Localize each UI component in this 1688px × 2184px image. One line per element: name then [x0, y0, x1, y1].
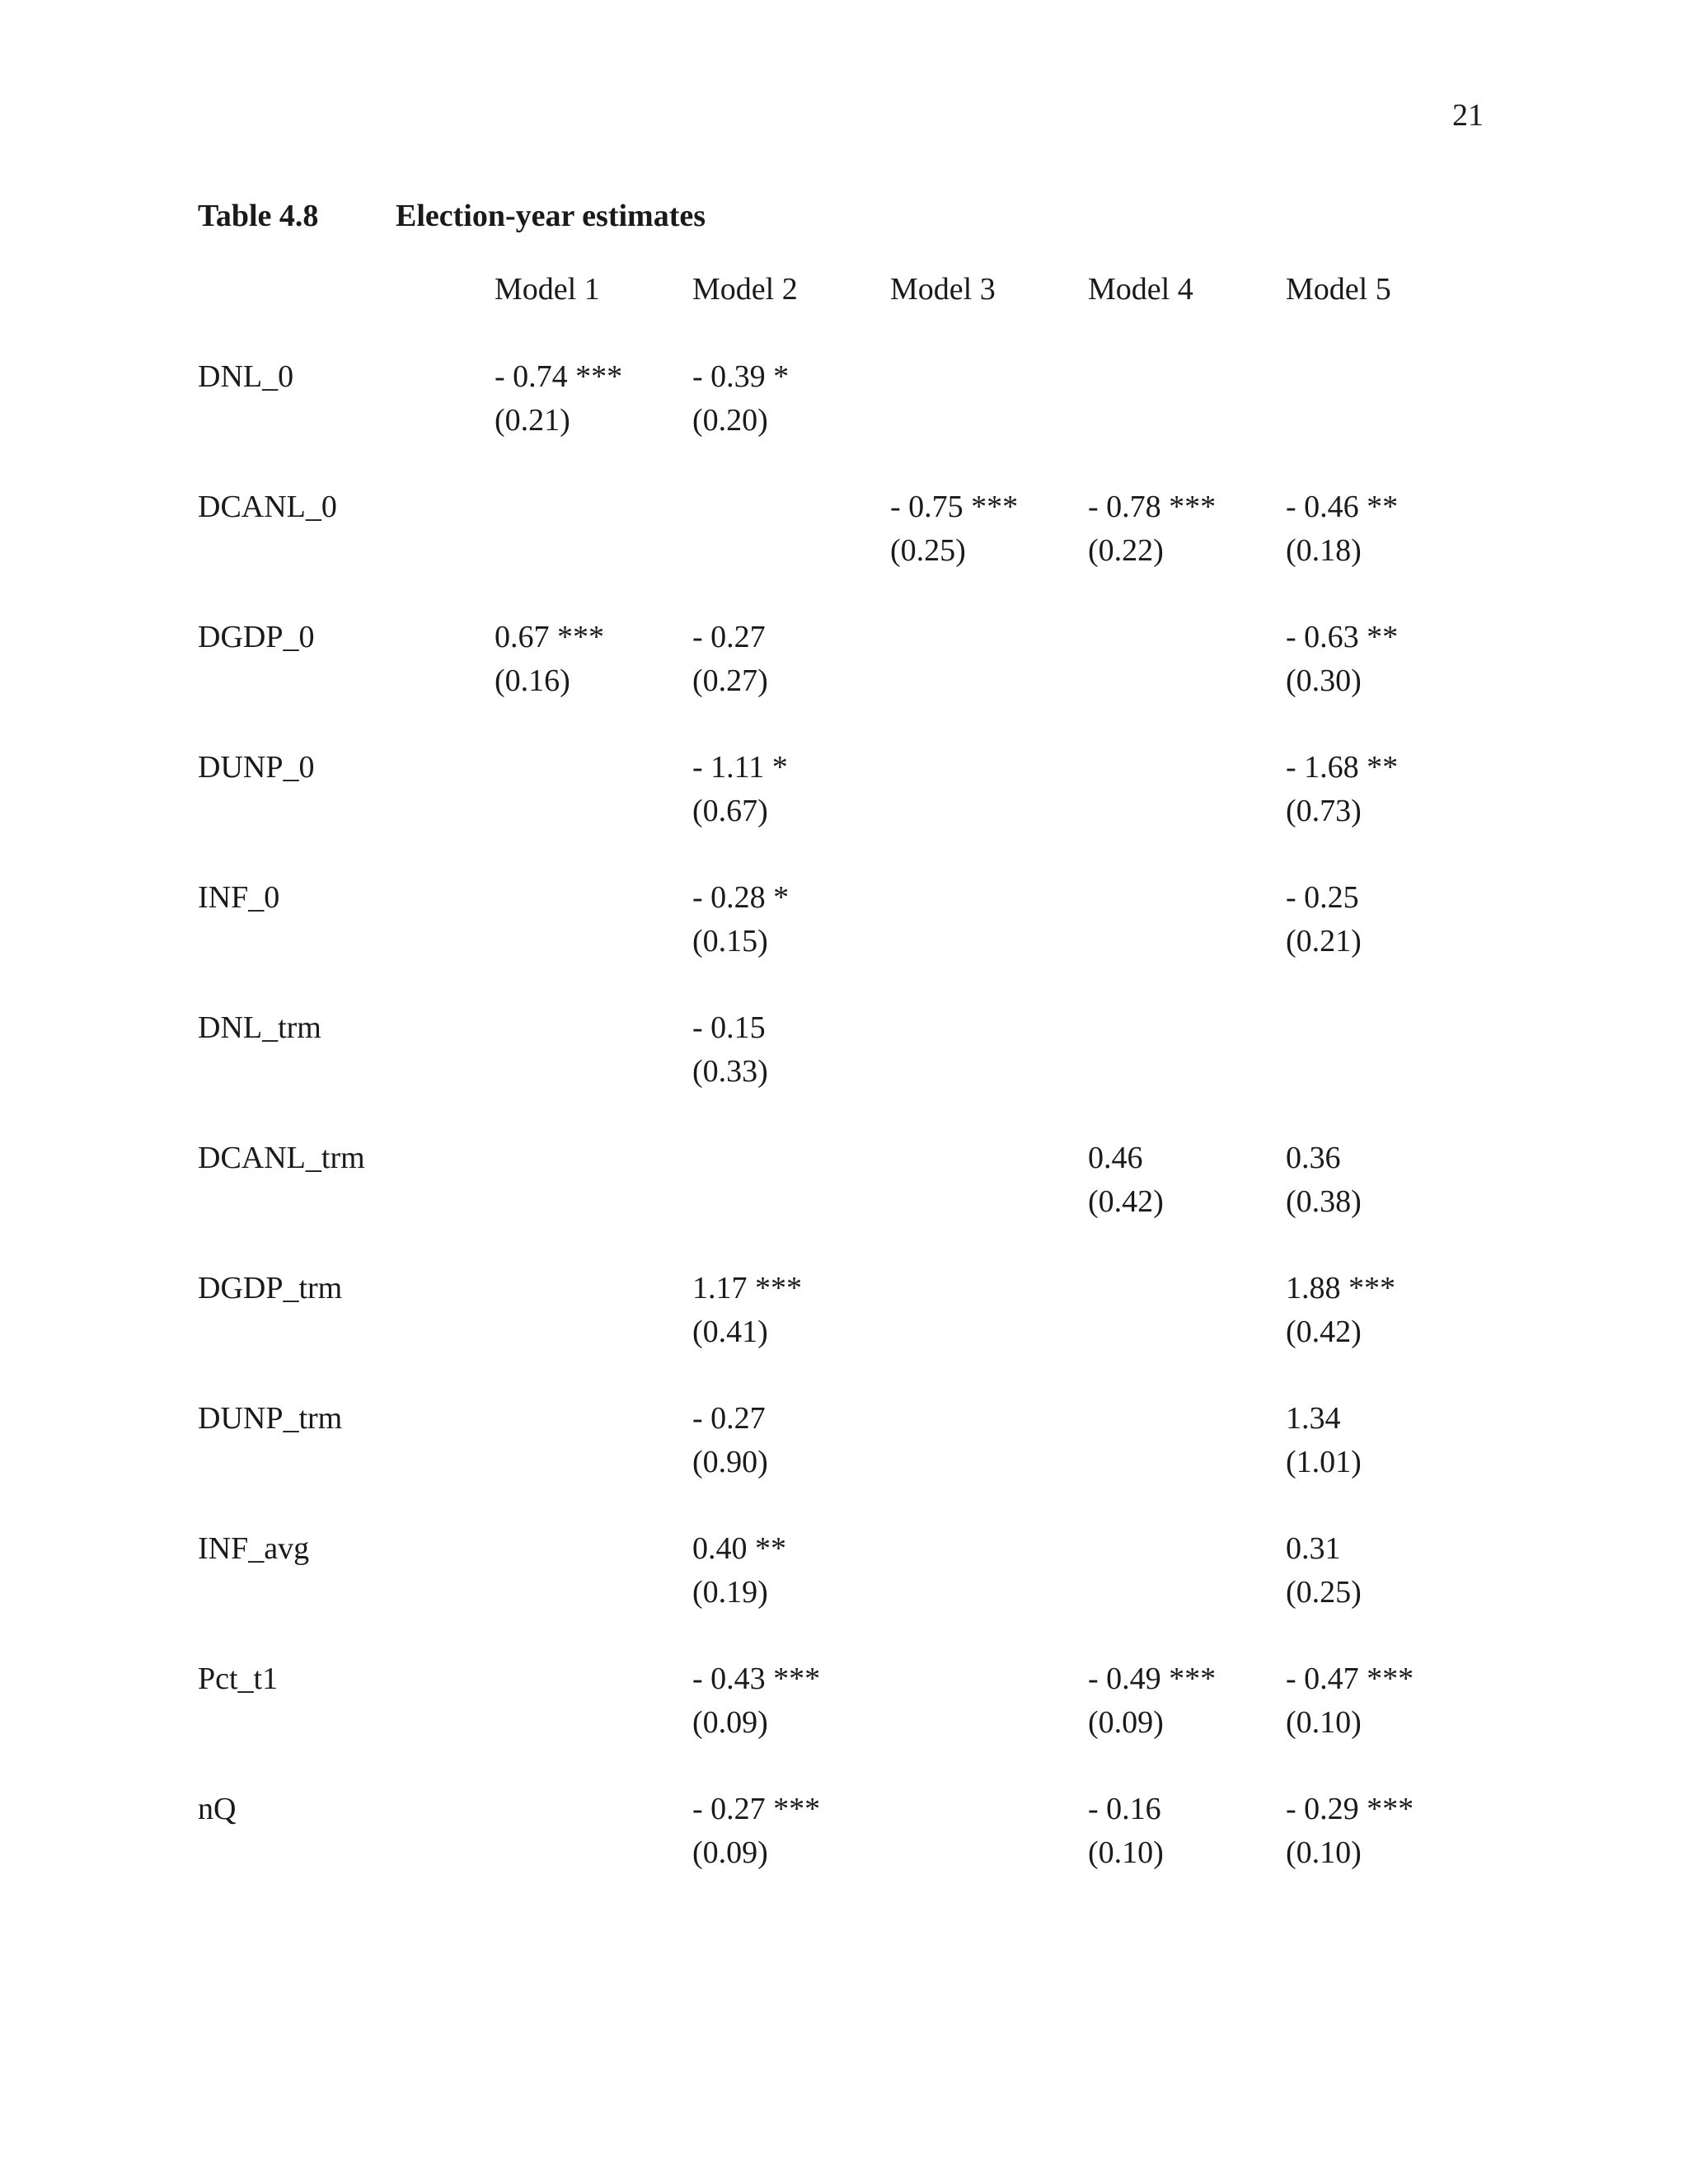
estimate-cell [692, 746, 890, 876]
coefficient: - 1.68 ** [1286, 750, 1399, 785]
table-row [198, 876, 1484, 1006]
coefficient: - 0.25 [1286, 880, 1359, 915]
estimate-cell [1088, 1137, 1286, 1267]
header-model-1: Model 1 [495, 272, 600, 307]
estimate-cell [495, 355, 692, 485]
estimate-cell [495, 876, 692, 1006]
standard-error: (0.10) [1088, 1835, 1164, 1870]
header-variable [198, 268, 495, 355]
estimate-cell [692, 1788, 890, 1918]
table-row [198, 1397, 1484, 1527]
estimate-cell [495, 1267, 692, 1397]
estimate-cell [692, 1137, 890, 1267]
estimate-cell [495, 1137, 692, 1267]
table-caption [198, 198, 706, 234]
estimate-cell [1286, 746, 1484, 876]
estimate-cell [495, 1397, 692, 1527]
table-row [198, 1137, 1484, 1267]
standard-error: (0.27) [692, 663, 768, 698]
estimate-cell [890, 1137, 1088, 1267]
table-row [198, 355, 1484, 485]
variable-name: DGDP_0 [198, 620, 315, 654]
variable-name: nQ [198, 1792, 237, 1826]
coefficient: 0.40 ** [692, 1531, 786, 1566]
table-row [198, 616, 1484, 746]
standard-error: (0.30) [1286, 663, 1362, 698]
estimate-cell [890, 1788, 1088, 1918]
page-number: 21 [1452, 98, 1484, 133]
estimate-cell [692, 485, 890, 616]
header-model-5: Model 5 [1286, 272, 1391, 307]
standard-error: (0.16) [495, 663, 570, 698]
standard-error: (0.22) [1088, 533, 1164, 568]
standard-error: (0.21) [495, 403, 570, 438]
variable-name: DNL_trm [198, 1010, 321, 1045]
table-label: Table 4.8 [198, 199, 319, 233]
table-row [198, 1788, 1484, 1918]
header-model-3: Model 3 [890, 272, 996, 307]
estimate-cell [890, 1006, 1088, 1137]
estimate-cell [692, 616, 890, 746]
standard-error: (0.10) [1286, 1835, 1362, 1870]
coefficient: 1.34 [1286, 1401, 1341, 1436]
estimate-cell [1286, 355, 1484, 485]
standard-error: (0.25) [1286, 1575, 1362, 1610]
table-row [198, 485, 1484, 616]
standard-error: (0.21) [1286, 924, 1362, 958]
table-title: Election-year estimates [396, 199, 706, 233]
coefficient: - 0.28 * [692, 880, 790, 915]
standard-error: (0.90) [692, 1445, 768, 1479]
estimate-cell [1286, 1267, 1484, 1397]
estimate-cell [692, 876, 890, 1006]
estimate-cell [1088, 1397, 1286, 1527]
estimate-cell [495, 485, 692, 616]
estimate-cell [1088, 616, 1286, 746]
coefficient: - 0.29 *** [1286, 1792, 1414, 1826]
estimate-cell [890, 1397, 1088, 1527]
estimate-cell [1088, 1006, 1286, 1137]
estimate-cell [692, 1397, 890, 1527]
estimate-cell [1286, 1006, 1484, 1137]
table-row [198, 746, 1484, 876]
standard-error: (0.42) [1088, 1184, 1164, 1219]
estimate-cell [1088, 485, 1286, 616]
estimate-cell [890, 355, 1088, 485]
coefficient: - 0.46 ** [1286, 490, 1399, 524]
coefficient: 0.67 *** [495, 620, 604, 654]
standard-error: (1.01) [1286, 1445, 1362, 1479]
standard-error: (0.33) [692, 1054, 768, 1089]
estimate-cell [1286, 1788, 1484, 1918]
variable-name: DGDP_trm [198, 1271, 343, 1305]
estimate-cell [890, 1657, 1088, 1788]
regression-table [198, 268, 1484, 1918]
estimate-cell [1088, 1788, 1286, 1918]
estimate-cell [890, 876, 1088, 1006]
estimate-cell [890, 1267, 1088, 1397]
estimate-cell [495, 1006, 692, 1137]
estimate-cell [692, 1267, 890, 1397]
table-row [198, 1657, 1484, 1788]
variable-name: DNL_0 [198, 359, 294, 394]
variable-name: DUNP_0 [198, 750, 315, 785]
estimate-cell [692, 1657, 890, 1788]
estimate-cell [890, 616, 1088, 746]
estimate-cell [890, 485, 1088, 616]
variable-name: Pct_t1 [198, 1661, 279, 1696]
estimate-cell [1286, 485, 1484, 616]
coefficient: - 0.16 [1088, 1792, 1161, 1826]
variable-name: INF_0 [198, 880, 280, 915]
standard-error: (0.41) [692, 1315, 768, 1349]
table-row [198, 1006, 1484, 1137]
coefficient: - 0.27 [692, 620, 766, 654]
coefficient: - 0.15 [692, 1010, 766, 1045]
standard-error: (0.10) [1286, 1705, 1362, 1740]
coefficient: - 0.63 ** [1286, 620, 1399, 654]
estimate-cell [495, 1527, 692, 1657]
estimate-cell [890, 1527, 1088, 1657]
coefficient: - 0.43 *** [692, 1661, 821, 1696]
variable-name: INF_avg [198, 1531, 310, 1566]
coefficient: 0.31 [1286, 1531, 1341, 1566]
estimate-cell [1088, 1527, 1286, 1657]
standard-error: (0.15) [692, 924, 768, 958]
estimate-cell [495, 616, 692, 746]
estimate-cell [1286, 1397, 1484, 1527]
standard-error: (0.73) [1286, 794, 1362, 828]
estimate-cell [495, 746, 692, 876]
coefficient: - 0.39 * [692, 359, 790, 394]
variable-name: DCANL_0 [198, 490, 337, 524]
header-row [198, 268, 1484, 355]
coefficient: - 0.75 *** [890, 490, 1019, 524]
standard-error: (0.67) [692, 794, 768, 828]
coefficient: 0.46 [1088, 1141, 1143, 1175]
coefficient: 1.17 *** [692, 1271, 802, 1305]
standard-error: (0.20) [692, 403, 768, 438]
estimate-cell [1088, 1267, 1286, 1397]
coefficient: - 0.49 *** [1088, 1661, 1217, 1696]
estimate-cell [692, 1006, 890, 1137]
coefficient: 1.88 *** [1286, 1271, 1395, 1305]
variable-name: DUNP_trm [198, 1401, 343, 1436]
estimate-cell [1088, 746, 1286, 876]
header-model-2: Model 2 [692, 272, 798, 307]
standard-error: (0.09) [692, 1705, 768, 1740]
standard-error: (0.09) [1088, 1705, 1164, 1740]
standard-error: (0.09) [692, 1835, 768, 1870]
coefficient: - 0.27 [692, 1401, 766, 1436]
estimate-cell [1286, 616, 1484, 746]
coefficient: - 0.27 *** [692, 1792, 821, 1826]
coefficient: - 0.47 *** [1286, 1661, 1414, 1696]
estimate-cell [1286, 1657, 1484, 1788]
table-row [198, 1527, 1484, 1657]
estimate-cell [495, 1788, 692, 1918]
estimate-cell [890, 746, 1088, 876]
estimate-cell [692, 355, 890, 485]
standard-error: (0.18) [1286, 533, 1362, 568]
table-body [198, 355, 1484, 1918]
standard-error: (0.19) [692, 1575, 768, 1610]
coefficient: 0.36 [1286, 1141, 1341, 1175]
estimate-cell [692, 1527, 890, 1657]
estimate-cell [495, 1657, 692, 1788]
standard-error: (0.25) [890, 533, 966, 568]
estimate-cell [1088, 1657, 1286, 1788]
standard-error: (0.38) [1286, 1184, 1362, 1219]
estimate-cell [1088, 355, 1286, 485]
table-row [198, 1267, 1484, 1397]
coefficient: - 1.11 * [692, 750, 788, 785]
variable-name: DCANL_trm [198, 1141, 365, 1175]
estimate-cell [1286, 1527, 1484, 1657]
estimate-cell [1088, 876, 1286, 1006]
coefficient: - 0.78 *** [1088, 490, 1217, 524]
header-model-4: Model 4 [1088, 272, 1193, 307]
standard-error: (0.42) [1286, 1315, 1362, 1349]
estimate-cell [1286, 1137, 1484, 1267]
coefficient: - 0.74 *** [495, 359, 623, 394]
estimate-cell [1286, 876, 1484, 1006]
